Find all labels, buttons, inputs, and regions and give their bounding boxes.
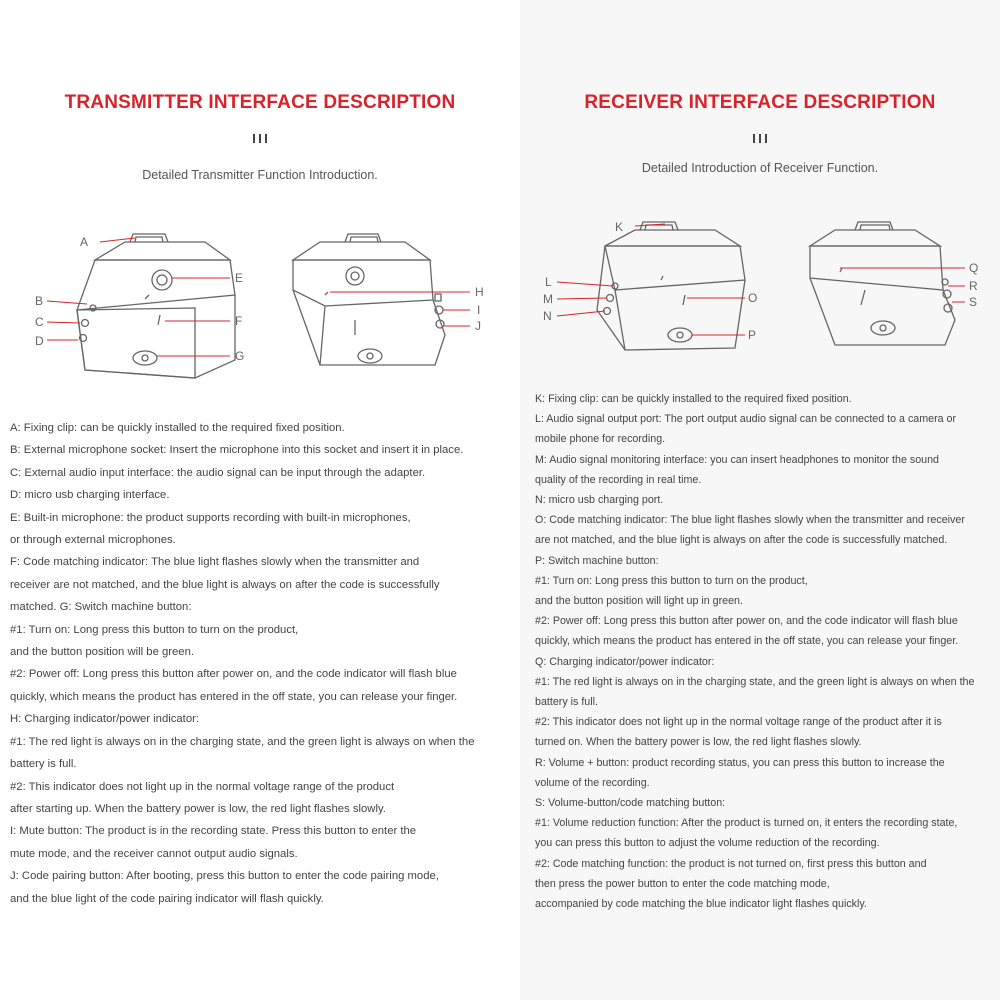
desc-line: and the blue light of the code pairing indicator will flash quickly.: [10, 892, 324, 905]
desc-line: #2: This indicator does not light up in the normal voltage range of the product: [10, 780, 395, 793]
desc-line: F: Code matching indicator: The blue light flashes slowly when the transmitter and: [10, 556, 420, 569]
desc-line: O: Code matching indicator: The blue light flashes slowly when the transmitter and receiver: [535, 514, 965, 527]
callout-C: C: [35, 315, 44, 329]
desc-line: battery is full.: [535, 696, 598, 709]
desc-line: and the button position will be green.: [10, 646, 195, 659]
callout-E: E: [235, 271, 244, 285]
desc-line: R: Volume + button: product recording status, you can press this button to increase the: [535, 756, 945, 769]
receiver-panel: [520, 0, 1000, 1000]
desc-line: P: Switch machine button:: [535, 554, 659, 567]
callout-A: A: [80, 235, 89, 249]
callout-F: F: [235, 314, 243, 328]
desc-line: C: External audio input interface: the audio signal can be input through the adapter.: [10, 466, 426, 479]
transmitter-title: TRANSMITTER INTERFACE DESCRIPTION: [64, 92, 456, 113]
callout-K: K: [615, 220, 624, 234]
desc-line: volume of the recording.: [535, 776, 650, 789]
callout-H: H: [475, 285, 484, 299]
transmitter-device-illustration: [25, 220, 505, 390]
desc-line: turned on. When the battery power is low, the red light flashes slowly.: [535, 736, 862, 749]
title-divider: [0, 130, 520, 140]
desc-line: quality of the recording in real time.: [535, 473, 702, 486]
callout-D: D: [35, 334, 44, 348]
callout-R: R: [969, 279, 978, 293]
desc-line: are not matched, and the blue light is always on after the code is successfully matched.: [535, 534, 948, 547]
desc-line: #2: This indicator does not light up in the normal voltage range of the product after it is: [535, 716, 942, 729]
desc-line: J: Code pairing button: After booting, press this button to enter the code pairing mode,: [10, 870, 439, 883]
callout-Q: Q: [969, 261, 979, 275]
desc-line: #1: Turn on: Long press this button to turn on the product,: [535, 574, 808, 587]
callout-O: O: [748, 291, 758, 305]
desc-line: and the button position will light up in green.: [535, 595, 743, 608]
desc-line: #1: Volume reduction function: After the product is turned on, it enters the recording state,: [535, 817, 958, 830]
desc-line: quickly, which means the product has entered in the off state, you can release your finger.: [535, 635, 959, 648]
desc-line: M: Audio signal monitoring interface: you can insert headphones to monitor the sound: [535, 453, 939, 466]
desc-line: #2: Power off: Long press this button after power on, and the code indicator will flash blue: [535, 615, 958, 628]
desc-line: K: Fixing clip: can be quickly installed to the required fixed position.: [535, 393, 852, 405]
desc-line: then press the power button to enter the code matching mode,: [535, 877, 830, 890]
desc-line: #2: Code matching function: the product is not turned on, first press this button and: [535, 857, 927, 870]
callout-G: G: [235, 349, 245, 363]
desc-line: Q: Charging indicator/power indicator:: [535, 655, 715, 668]
desc-line: E: Built-in microphone: the product supports recording with built-in microphones,: [10, 511, 411, 524]
built-in-mic-shape: [152, 270, 172, 290]
desc-line: receiver are not matched, and the blue light is always on after the code is successfully: [10, 578, 440, 591]
desc-line: matched. G: Switch machine button:: [10, 601, 192, 614]
callout-N: N: [543, 309, 552, 323]
transmitter-diagram: [25, 220, 505, 390]
receiver-diagram: [535, 210, 995, 360]
callout-P: P: [748, 328, 757, 342]
desc-line: or through external microphones.: [10, 534, 176, 547]
callout-S: S: [969, 295, 978, 309]
title-divider: [520, 130, 1000, 140]
desc-line: H: Charging indicator/power indicator:: [10, 713, 200, 726]
callout-L: L: [545, 275, 552, 289]
receiver-device-illustration: [535, 210, 995, 360]
desc-line: #2: Power off: Long press this button after power on, and the code indicator will flash blue: [10, 668, 457, 681]
desc-line: battery is full.: [10, 758, 77, 771]
desc-line: A: Fixing clip: can be quickly installed to the required fixed position.: [10, 422, 345, 434]
transmitter-subtitle: Detailed Transmitter Function Introduction.: [142, 168, 378, 182]
desc-line: you can press this button to adjust the volume reduction of the recording.: [535, 837, 880, 850]
desc-line: #1: Turn on: Long press this button to turn on the product,: [10, 623, 299, 636]
transmitter-description: [10, 417, 520, 910]
desc-line: N: micro usb charging port.: [535, 494, 664, 507]
desc-line: S: Volume-button/code matching button:: [535, 797, 726, 810]
receiver-title: RECEIVER INTERFACE DESCRIPTION: [584, 92, 936, 113]
callout-B: B: [35, 294, 44, 308]
callout-J: J: [475, 319, 481, 333]
desc-line: accompanied by code matching the blue indicator light flashes quickly.: [535, 898, 867, 911]
desc-line: quickly, which means the product has entered in the off state, you can release your finger.: [10, 690, 458, 703]
desc-line: mobile phone for recording.: [535, 433, 666, 446]
desc-line: after starting up. When the battery power is low, the red light flashes slowly.: [10, 802, 386, 815]
receiver-subtitle: Detailed Introduction of Receiver Function.: [641, 161, 879, 175]
desc-line: B: External microphone socket: Insert the microphone into this socket and insert it in place.: [10, 444, 464, 457]
desc-line: mute mode, and the receiver cannot output audio signals.: [10, 847, 298, 860]
desc-line: I: Mute button: The product is in the recording state. Press this button to enter the: [10, 825, 417, 838]
desc-line: D: micro usb charging interface.: [10, 489, 170, 502]
desc-line: #1: The red light is always on in the charging state, and the green light is always on when the: [10, 735, 475, 748]
callout-M: M: [543, 292, 553, 306]
desc-line: L: Audio signal output port: The port output audio signal can be connected to a camera or: [535, 413, 957, 426]
callout-I: I: [477, 303, 481, 317]
receiver-description: [535, 389, 997, 914]
desc-line: #1: The red light is always on in the charging state, and the green light is always on when the: [535, 675, 975, 688]
